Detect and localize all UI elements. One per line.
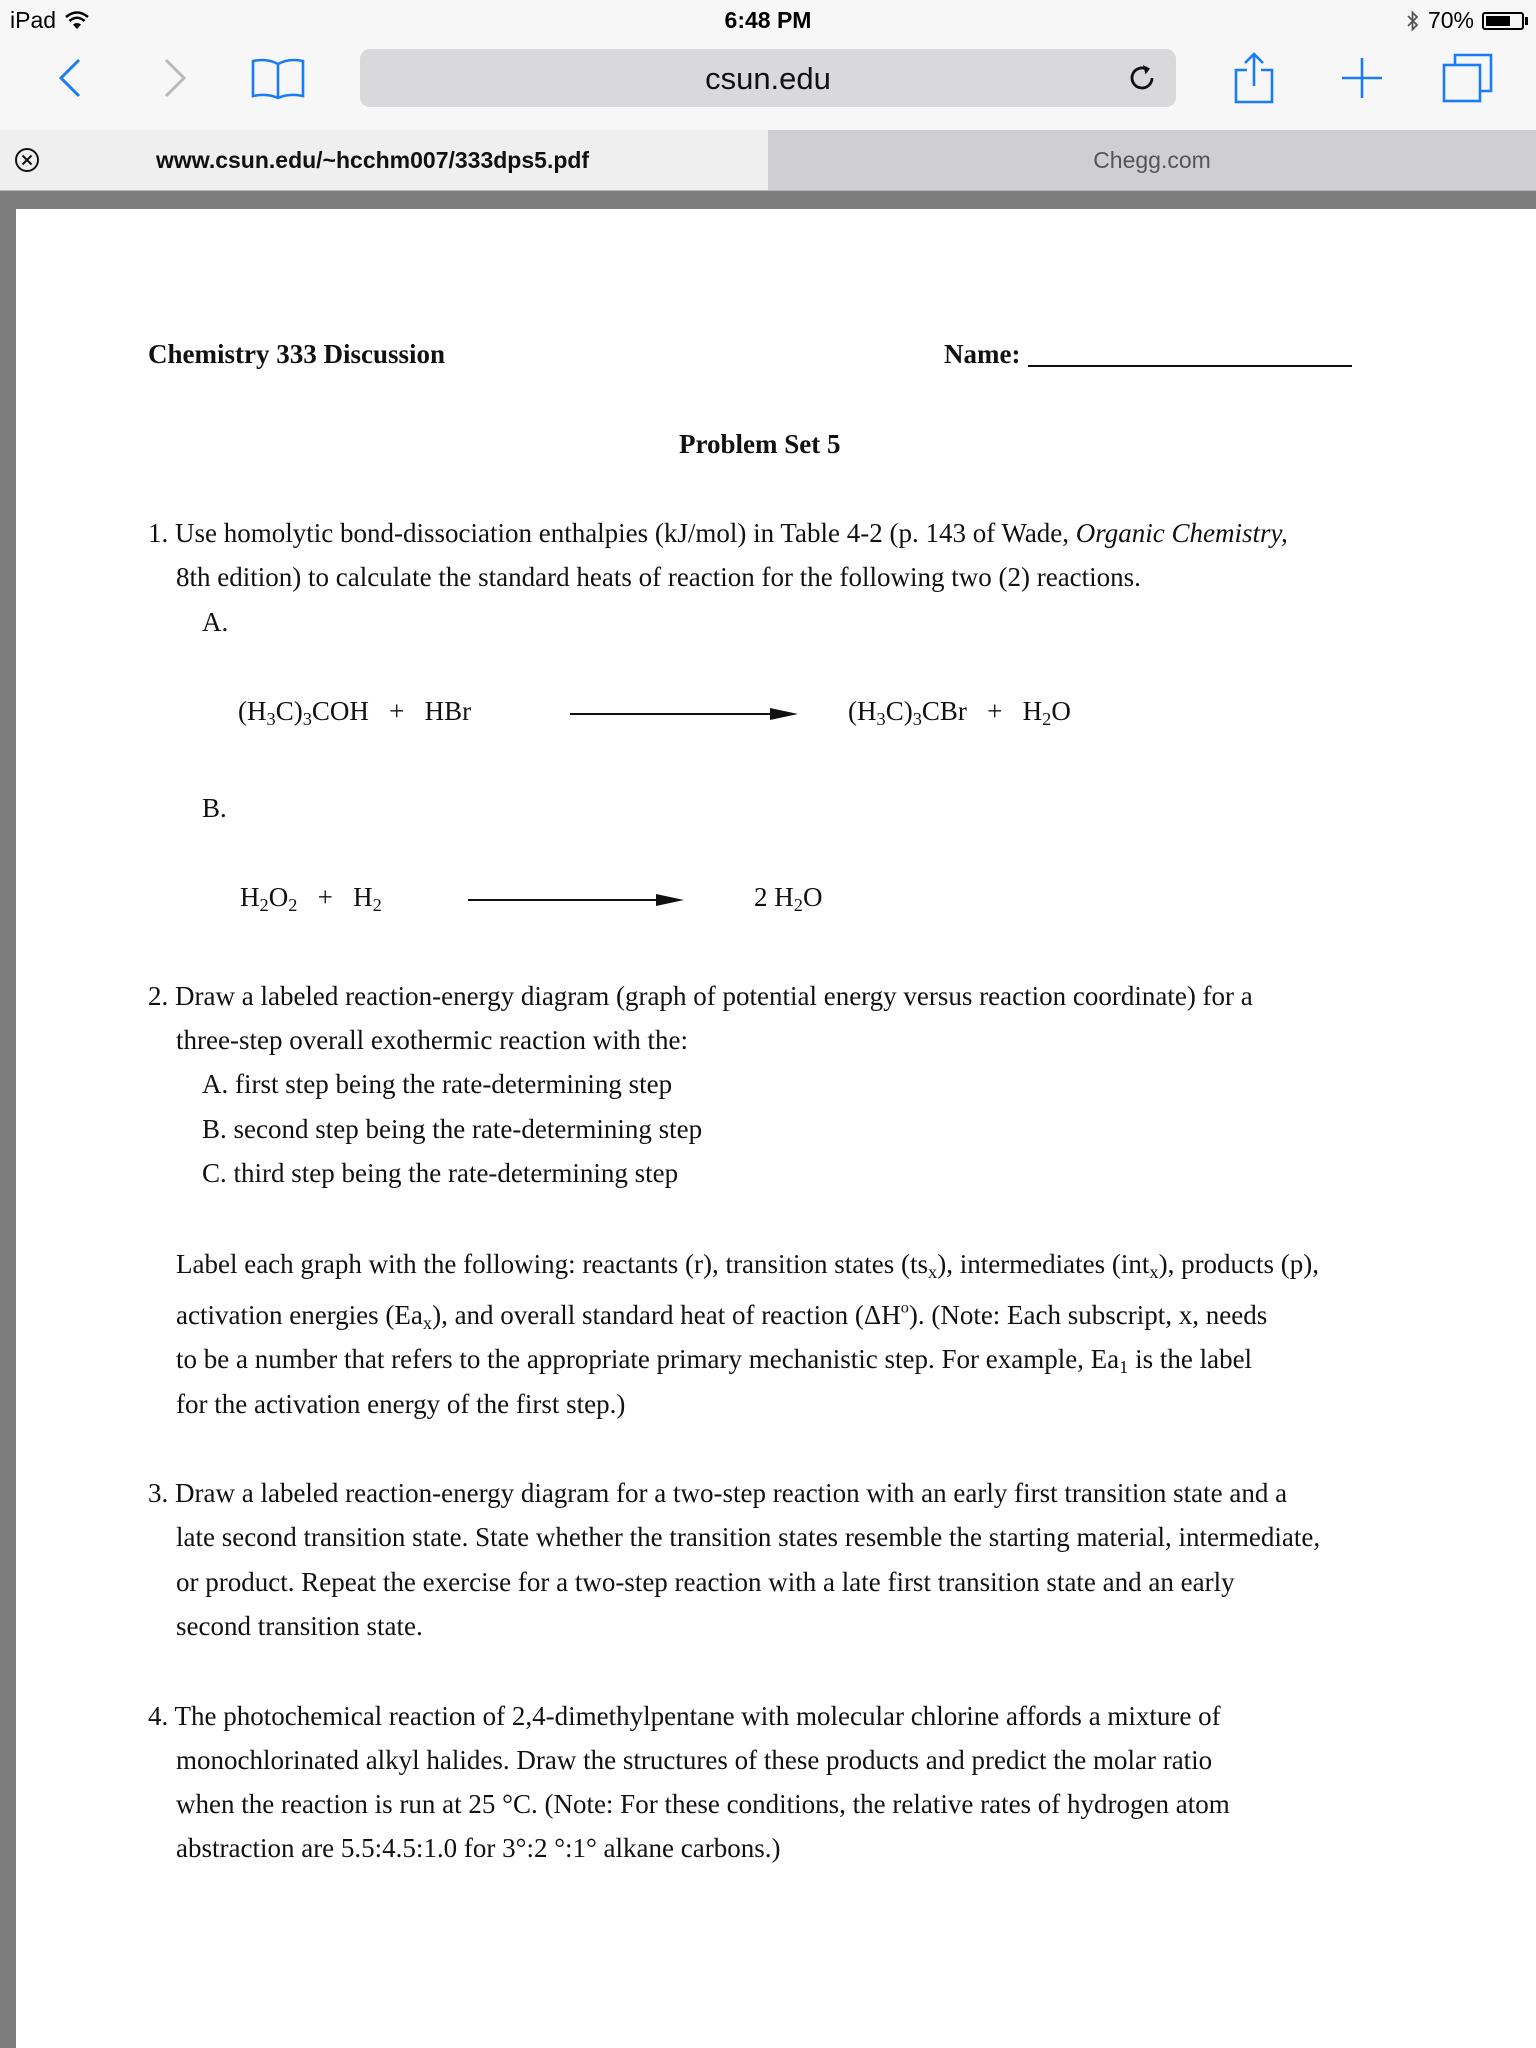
battery-percent: 70% — [1427, 7, 1474, 33]
back-button[interactable] — [40, 48, 100, 108]
subscript-1: 1 — [1119, 1357, 1129, 1378]
status-right — [1406, 7, 1528, 34]
tab-title: www.csun.edu/~hcchm007/333dps5.pdf — [156, 147, 590, 173]
q2-label-line4: for the activation energy of the first step.) — [176, 1389, 626, 1419]
add-icon — [1340, 56, 1384, 100]
address-host: csun.edu — [705, 61, 831, 96]
device-name: iPad — [10, 7, 57, 33]
bookmarks-icon — [249, 56, 307, 100]
share-button[interactable] — [1224, 48, 1284, 108]
text: Label each graph with the following: reactants (r), transition states (ts — [176, 1249, 929, 1279]
q1-line2: 8th edition) to calculate the standard heats of reaction for the following two (2) reactions. — [176, 562, 1141, 592]
page-title: Problem Set 5 — [679, 429, 841, 459]
coefficient: 2 — [754, 882, 768, 912]
name-label: Name: — [944, 339, 1021, 369]
forward-icon — [160, 56, 190, 100]
q2-line1: 2. Draw a labeled reaction-energy diagram (graph of potential energy versus reaction coordinate) for a — [148, 981, 1253, 1011]
q4-line2: monochlorinated alkyl halides. Draw the structures of these products and predict the molar ratio — [176, 1745, 1213, 1775]
bluetooth-icon — [1406, 10, 1420, 32]
q3-line4: second transition state. — [176, 1611, 423, 1641]
name-blank-line — [1028, 337, 1352, 367]
share-icon — [1232, 50, 1276, 106]
subscript-x: x — [928, 1262, 938, 1283]
reaction-a-products: $(H_3C)_3CBr + H_2O$ — [848, 696, 1071, 730]
q4-line3: when the reaction is run at 25 °C. (Note: For these conditions, the relative rates of hydrogen atom — [176, 1789, 1230, 1819]
reaction-arrow-a — [570, 705, 800, 723]
q2-label-line1 — [176, 1242, 1319, 1286]
q4-line4: abstraction are 5.5:4.5:1.0 for 3°:2 °:1° alkane carbons.) — [176, 1833, 781, 1863]
battery-icon — [1482, 12, 1528, 30]
reaction-b-product: 2 $H_2O$ — [754, 882, 823, 916]
close-tab-icon[interactable] — [14, 147, 40, 173]
q3-line1: 3. Draw a labeled reaction-energy diagram for a two-step reaction with an early first transition state and a — [148, 1478, 1288, 1508]
tab-title: Chegg.com — [1093, 146, 1211, 173]
course-heading: Chemistry 333 Discussion — [148, 339, 446, 369]
q1-book-title: Organic Chemistry, — [1075, 518, 1288, 548]
reaction-arrow-b — [468, 891, 698, 909]
reactant-hbr: HBr — [424, 696, 472, 726]
text: is the label — [1128, 1344, 1253, 1374]
tabs-icon — [1441, 51, 1495, 105]
name-field — [944, 332, 1352, 376]
reaction-a-reactants: $(H_3C)_3COH$ + HBr — [238, 696, 472, 730]
plus-sign: + — [389, 696, 405, 726]
q1-line1 — [148, 511, 1288, 555]
q3-line2: late second transition state. State whether the transition states resemble the starting material, intermediate, — [176, 1522, 1321, 1552]
q1-part-a-label: A. — [202, 607, 229, 637]
subscript-x: x — [422, 1313, 433, 1334]
q2-item-c: C. third step being the rate-determining step — [202, 1158, 679, 1188]
subscript-x: x — [1149, 1262, 1159, 1283]
reload-button[interactable] — [1118, 54, 1166, 102]
tab-chegg[interactable] — [768, 130, 1536, 190]
plus-sign: + — [317, 882, 333, 912]
tab-pdf[interactable] — [0, 130, 768, 190]
forward-button[interactable] — [145, 48, 205, 108]
text: ), intermediates (int — [937, 1249, 1150, 1279]
degree-mark: o — [900, 1298, 909, 1317]
q4-line1: 4. The photochemical reaction of 2,4-dimethylpentane with molecular chlorine affords a mixture of — [148, 1701, 1221, 1731]
clock: 6:48 PM — [724, 7, 812, 33]
back-icon — [55, 56, 85, 100]
q2-label-line2 — [176, 1293, 1267, 1337]
tab-bar — [0, 130, 1536, 191]
address-bar[interactable] — [360, 49, 1176, 107]
q2-item-a: A. first step being the rate-determining step — [202, 1069, 673, 1099]
pdf-page — [16, 209, 1536, 2048]
q3-line3: or product. Repeat the exercise for a two-step reaction with a late first transition state and an early — [176, 1567, 1235, 1597]
q1-part-b-label: B. — [202, 793, 227, 823]
bookmarks-button[interactable] — [248, 48, 308, 108]
status-bar — [0, 0, 1536, 40]
text: ). (Note: Each subscript, x, needs — [908, 1300, 1268, 1330]
text: to be a number that refers to the appropriate primary mechanistic step. For example, Ea — [176, 1344, 1120, 1374]
q1-text: 1. Use homolytic bond-dissociation enthalpies (kJ/mol) in Table 4-2 (p. 143 of Wade, — [148, 518, 1076, 548]
new-tab-button[interactable] — [1332, 48, 1392, 108]
text: ), and overall standard heat of reaction (ΔH — [432, 1300, 901, 1330]
text: ), products (p), — [1158, 1249, 1320, 1279]
plus-sign: + — [987, 696, 1003, 726]
reaction-b-reactants: $H_2O_2$ + $H_2$ — [240, 882, 382, 916]
q2-label-line3 — [176, 1337, 1252, 1381]
text: activation energies (Ea — [176, 1300, 423, 1330]
q2-line2: three-step overall exothermic reaction with the: — [176, 1025, 689, 1055]
browser-toolbar — [0, 40, 1536, 130]
tabs-button[interactable] — [1438, 48, 1498, 108]
q2-item-b: B. second step being the rate-determining step — [202, 1114, 703, 1144]
reload-icon — [1126, 62, 1158, 94]
